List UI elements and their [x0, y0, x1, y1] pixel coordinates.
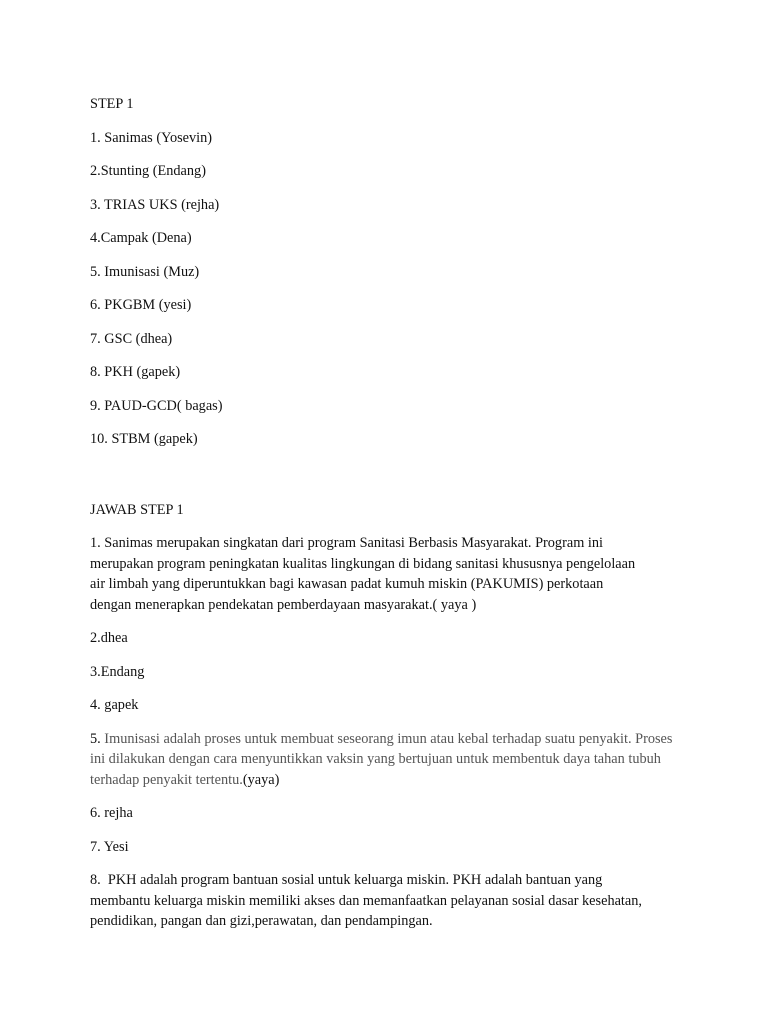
- document-page: [90, 94, 690, 945]
- answer-7: 7. Yesi: [90, 838, 129, 855]
- answer-8-paragraph: [90, 870, 690, 932]
- answer-3: 3.Endang: [90, 663, 145, 680]
- answer-5-line: [90, 770, 690, 791]
- answer-8-line: pendidikan, pangan dan gizi,perawatan, dan pendampingan.: [90, 913, 433, 929]
- step1-heading: STEP 1: [90, 96, 134, 112]
- answer-8-line: 8. PKH adalah program bantuan sosial untuk keluarga miskin. PKH adalah bantuan yang: [90, 872, 603, 888]
- answer-5-text: terhadap penyakit tertentu.: [90, 771, 243, 788]
- answer-5-line: ini dilakukan dengan cara menyuntikkan vaksin yang bertujuan untuk membentuk daya tahan tubuh: [90, 751, 661, 767]
- answer-5-number: 5.: [90, 730, 101, 747]
- answer-5-line: [90, 729, 690, 750]
- list-item: 4.Campak (Dena): [90, 230, 192, 246]
- list-item: 8. PKH (gapek): [90, 364, 181, 380]
- answer-1-line: merupakan program peningkatan kualitas lingkungan di bidang sanitasi khususnya pengelolaan: [90, 555, 636, 572]
- list-item: 9. PAUD-GCD( bagas): [90, 397, 223, 414]
- list-item: 2.Stunting (Endang): [90, 163, 206, 179]
- answer-5-author: (yaya): [242, 771, 280, 788]
- answer-5-text: Imunisasi adalah proses untuk membuat seseorang imun atau kebal terhadap suatu penyakit. Proses: [100, 730, 673, 747]
- list-item: 10. STBM (gapek): [90, 431, 198, 447]
- list-item: 7. GSC (dhea): [90, 330, 173, 347]
- answer-2: 2.dhea: [90, 630, 128, 646]
- answer-1-line: 1. Sanimas merupakan singkatan dari program Sanitasi Berbasis Masyarakat. Program ini: [90, 535, 603, 551]
- answer-8-line: membantu keluarga miskin memiliki akses dan memanfaatkan pelayanan sosial dasar kesehatan,: [90, 892, 642, 909]
- answer-1-paragraph: [90, 533, 690, 615]
- answer-1-line: air limbah yang diperuntukkan bagi kawasan padat kumuh miskin (PAKUMIS) perkotaan: [90, 576, 604, 592]
- list-item: 1. Sanimas (Yosevin): [90, 129, 213, 146]
- answers-heading: JAWAB STEP 1: [90, 501, 184, 518]
- answer-5-paragraph: [90, 729, 690, 791]
- answer-1-line: dengan menerapkan pendekatan pemberdayaan masyarakat.( yaya ): [90, 596, 477, 613]
- answer-6: 6. rejha: [90, 805, 133, 821]
- answer-4: 4. gapek: [90, 697, 139, 713]
- list-item: 6. PKGBM (yesi): [90, 297, 192, 313]
- list-item: 3. TRIAS UKS (rejha): [90, 196, 220, 213]
- list-item: 5. Imunisasi (Muz): [90, 263, 200, 280]
- blank-line: [90, 463, 690, 500]
